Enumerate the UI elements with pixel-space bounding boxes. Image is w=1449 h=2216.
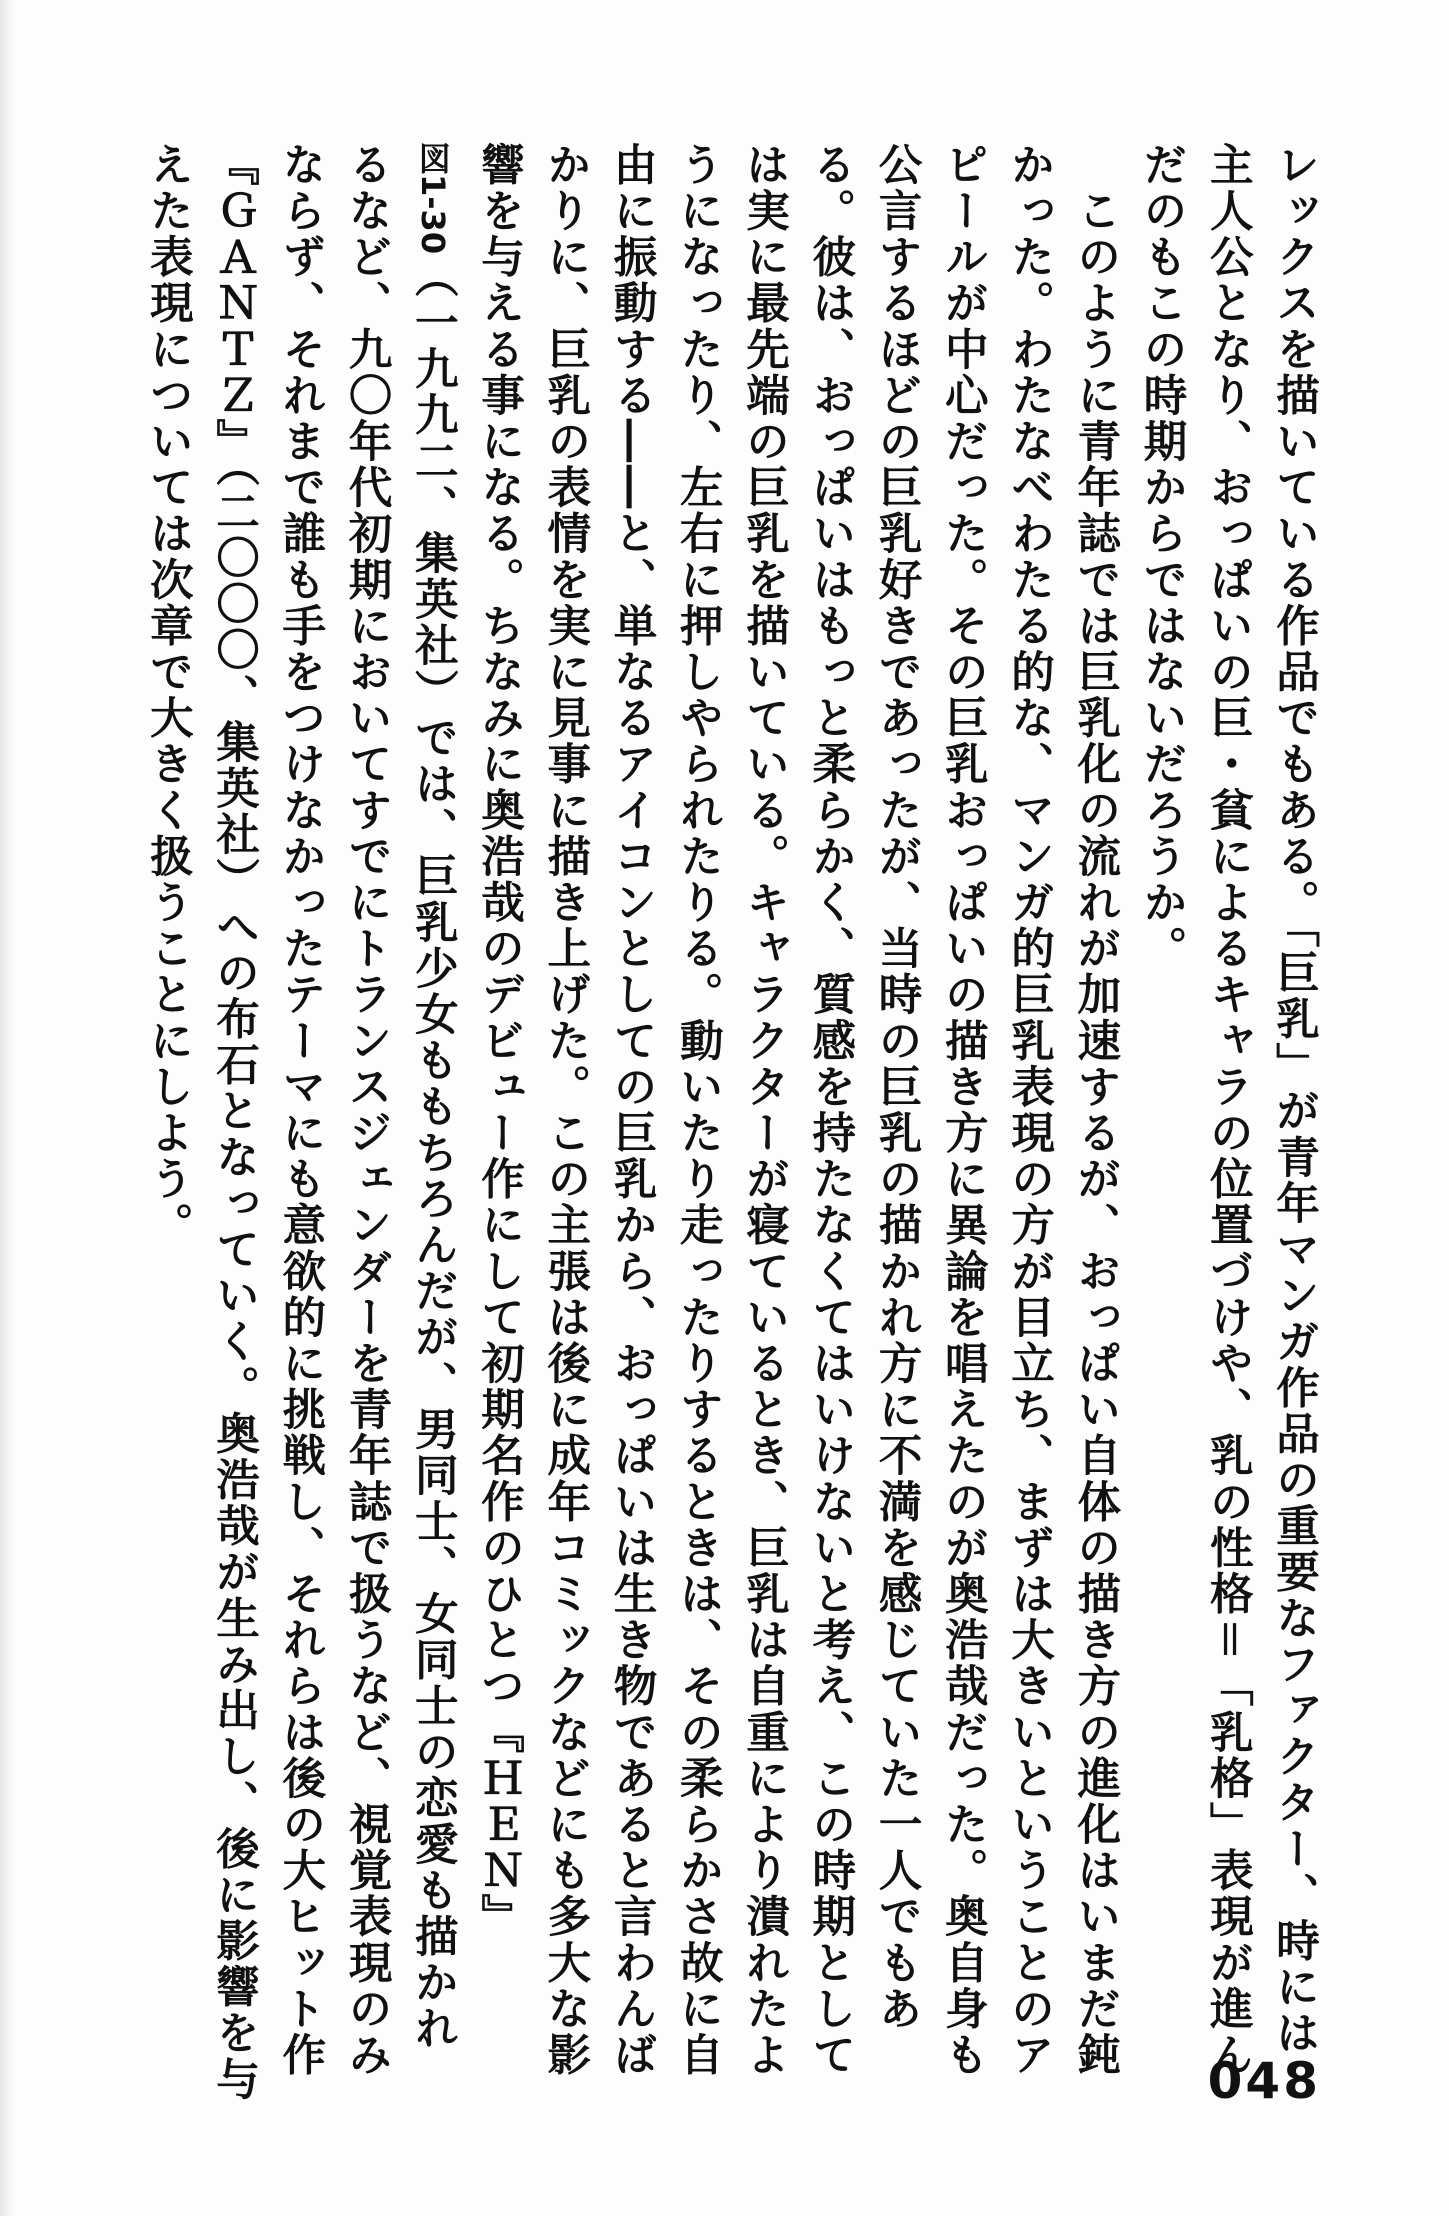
- text-line-11: 由に振動する――と、単なるアイコンとしての巨乳から、おっぱいは生き物であると言わんば: [606, 142, 658, 2079]
- text-line-8: る。彼は、おっぱいはもっと柔らかく、質感を持たなくてはいけないと考え、この時期として: [805, 142, 857, 2079]
- text-line-18: えた表現については次章で大きく扱うことにしよう。: [142, 142, 194, 1249]
- text-line-1: レックスを描いている作品でもある。「巨乳」が青年マンガ作品の重要なファクター、時には: [1269, 142, 1320, 2057]
- text-line-4: このように青年誌では巨乳化の流れが加速するが、おっぱい自体の描き方の進化はいまだ鈍: [1070, 142, 1122, 2079]
- text-line-6: ピールが中心だった。その巨乳おっぱいの描き方に異論を唱えたのが奥浩哉だった。奥自身も: [937, 142, 989, 2079]
- text-line-12: かりに、巨乳の表情を実に見事に描き上げた。この主張は後に成年コミックなどにも多大な影: [540, 142, 592, 2079]
- text-line-14: [400, 142, 466, 2052]
- text-line-7: 公言するほどの巨乳好きであったが、当時の巨乳の描かれ方に不満を感じていた一人でもあ: [871, 142, 923, 2033]
- page-number: 048: [1207, 2052, 1321, 2110]
- text-line-16: ならず、それまで誰も手をつけなかったテーマにも意欲的に挑戦し、それらは後の大ヒット作: [275, 142, 327, 2079]
- page-binding-edge: [0, 0, 14, 2216]
- text-line-14-body: （一九九二、集英社）では、巨乳少女ももちろんだが、男同士、女同士の恋愛も描かれ: [407, 254, 459, 2052]
- text-line-10: うになったり、左右に押しやられたりる。動いたり走ったりするときは、その柔らかさ故に自: [672, 142, 724, 2079]
- text-line-17: 『ＧＡＮＴＺ』（二〇〇〇、集英社）への布石となっていく。奥浩哉が生み出し、後に影響を与: [209, 142, 260, 2103]
- text-line-9: は実に最先端の巨乳を描いている。キャラクターが寝ているとき、巨乳は自重により潰れたよ: [739, 142, 790, 2079]
- text-line-3: だのもこの時期からではないだろうか。: [1136, 142, 1188, 972]
- text-line-2: 主人公となり、おっぱいの巨・貧によるキャラの位置づけや、乳の性格＝「乳格」表現が進ん: [1202, 142, 1254, 2079]
- text-line-15: るなど、九〇年代初期においてすでにトランスジェンダーを青年誌で扱うなど、視覚表現のみ: [341, 142, 393, 2079]
- text-line-5: かった。わたなべわたる的な、マンガ的巨乳表現の方が目立ち、まずは大きいということのア: [1004, 142, 1055, 2079]
- text-line-13: 響を与える事になる。ちなみに奥浩哉のデビュー作にして初期名作のひとつ『ＨＥＮ』: [474, 142, 525, 1940]
- figure-reference: 図1-30: [413, 142, 452, 255]
